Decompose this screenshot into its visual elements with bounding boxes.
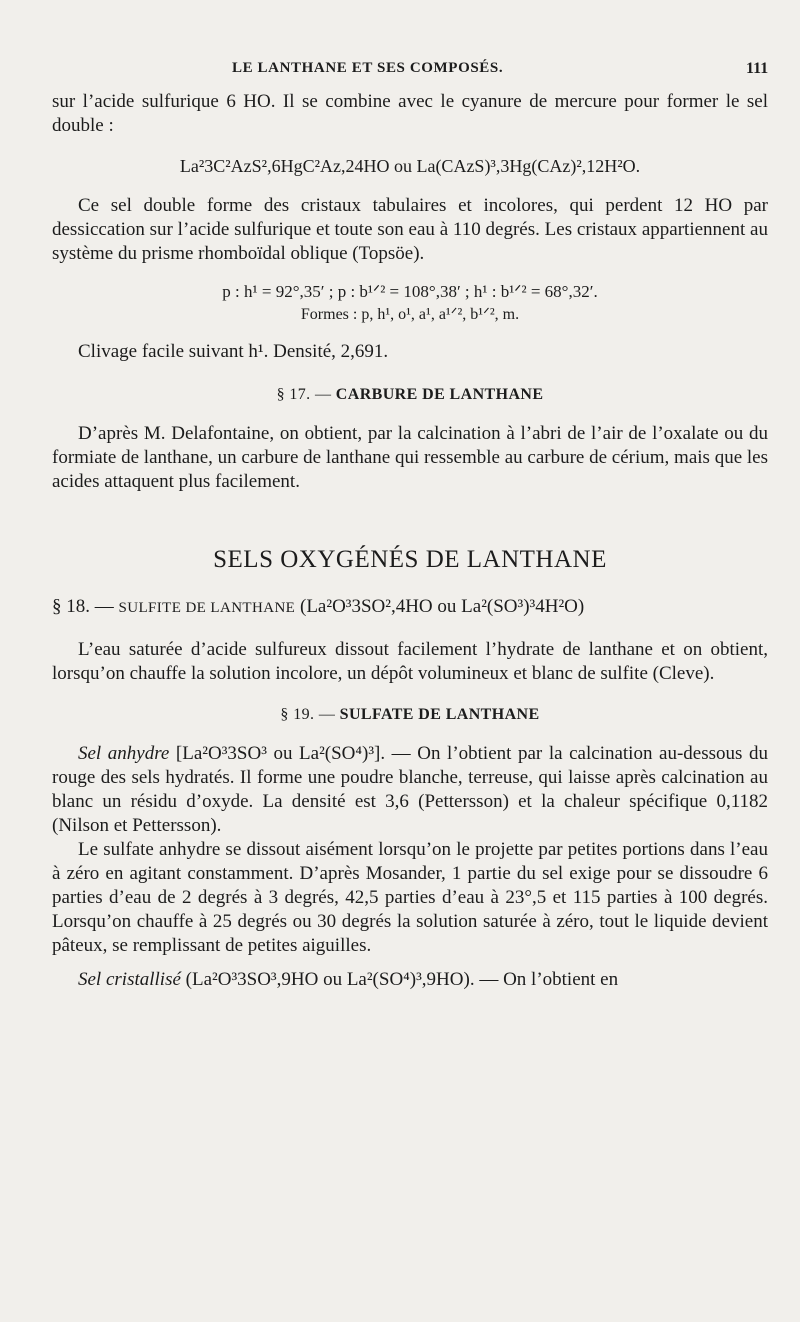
running-header: LE LANTHANE ET SES COMPOSÉS. [232, 60, 504, 76]
section-17-paragraph: D’après M. Delafontaine, on obtient, par la calcination à l’abri de l’air de l’oxalate ou du formiate de lanthane, un carbure de lanthane qui ressemble au carbure de cérium, mais que les acides attaquent plus facilement. [52, 423, 768, 492]
section-17-number: § 17. — [276, 386, 332, 403]
page-body [52, 90, 768, 992]
section-18-title: SULFITE DE LANTHANE [118, 600, 296, 616]
double-salt-paragraph: Ce sel double forme des cristaux tabulaires et incolores, qui perdent 12 HO par dessiccation sur l’acide sulfurique et toute son eau à 110 degrés. Les cristaux appartiennent au système du prisme rhomboïdal oblique (Topsöe). [52, 195, 768, 264]
crystal-angles: p : h¹ = 92°,35′ ; p : b¹ᐟ² = 108°,38′ ; h¹ : b¹ᐟ² = 68°,32′. [222, 282, 598, 301]
anhydrous-salt-label: Sel anhydre [78, 743, 170, 764]
major-heading: SELS OXYGÉNÉS DE LANTHANE [213, 546, 607, 573]
anhydrous-salt-paragraph [52, 742, 768, 838]
page-number: 111 [746, 60, 769, 77]
anhydrous-salt-text: [La²O³3SO³ ou La²(SO⁴)³]. — On l’obtient par la calcination au-dessous du rouge des sels hydratés. Il forme une poudre blanche, terreuse, qui laisse après calcination au blanc un résidu d’oxyde. La densité est 3,6 (Pettersson) et la chaleur spécifique 0,1182 (Nilson et Pettersson). [52, 743, 768, 836]
section-19-number: § 19. — [280, 706, 336, 723]
section-18-heading [52, 596, 768, 618]
intro-paragraph: sur l’acide sulfurique 6 HO. Il se combine avec le cyanure de mercure pour former le sel double : [52, 91, 768, 136]
section-18-formula: (La²O³3SO²,4HO ou La²(SO³)³4H²O) [300, 596, 585, 617]
crystallized-salt-label: Sel cristallisé [78, 969, 181, 990]
section-18-paragraph: L’eau saturée d’acide sulfureux dissout facilement l’hydrate de lanthane et on obtient, lorsqu’on chauffe la solution incolore, un dépôt volumineux et blanc de sulfite (Cleve). [52, 639, 768, 684]
section-18-number: § 18. — [52, 596, 114, 617]
crystallized-salt-text: (La²O³3SO³,9HO ou La²(SO⁴)³,9HO). — On l’obtient en [185, 969, 619, 990]
cleavage-paragraph: Clivage facile suivant h¹. Densité, 2,691. [78, 341, 389, 362]
section-17-heading [52, 386, 768, 404]
crystal-forms: Formes : p, h¹, o¹, a¹, a¹ᐟ², b¹ᐟ², m. [300, 306, 520, 323]
section-19-title: SULFATE DE LANTHANE [339, 706, 540, 723]
section-17-title: CARBURE DE LANTHANE [335, 386, 544, 403]
double-salt-formula: La²3C²AzS²,6HgC²Az,24HO ou La(CAzS)³,3Hg(CAz)²,12H²O. [179, 156, 641, 176]
crystallized-salt-paragraph [52, 968, 768, 992]
section-19-heading [52, 706, 768, 724]
dissolution-paragraph: Le sulfate anhydre se dissout aisément lorsqu’on le projette par petites portions dans l’eau à zéro en agitant constamment. D’après Mosander, 1 partie du sel exige pour se dissoudre 6 parties d’eau de 2 degrés à 3 degrés, 42,5 parties d’eau à 23°,5 et 115 parties à 100 degrés. Lorsqu’on chauffe à 25 degrés ou 30 degrés la solution saturée à zéro, tout le liquide devient pâteux, se remplissant de petites aiguilles. [52, 839, 768, 956]
